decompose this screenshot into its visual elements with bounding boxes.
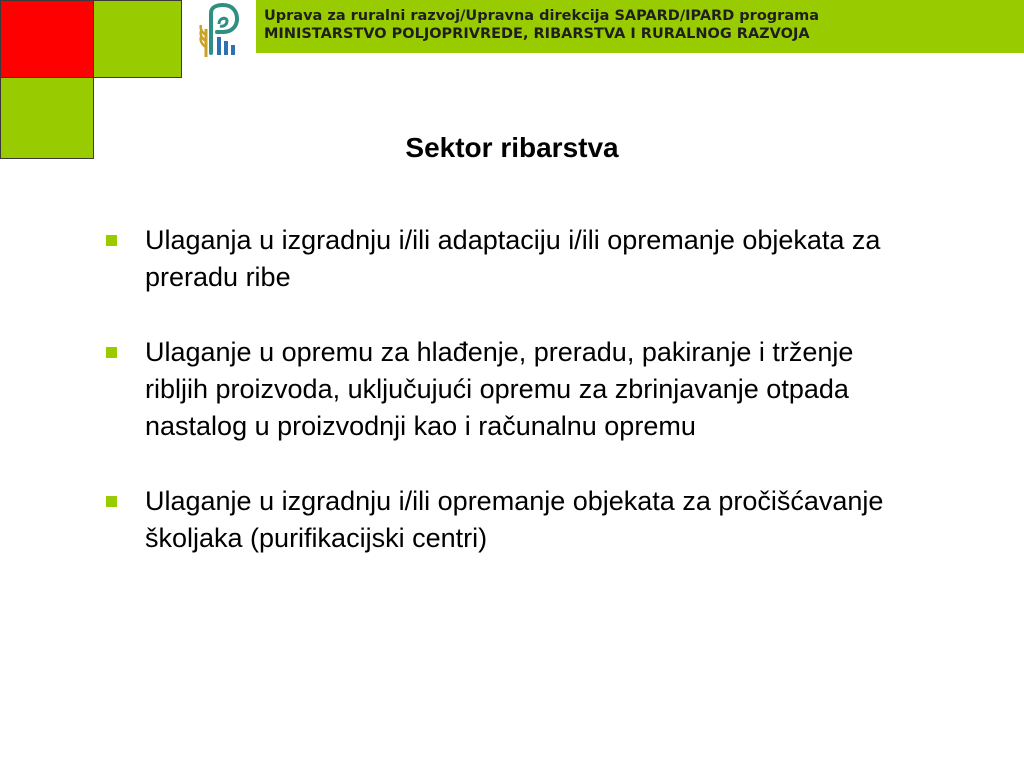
bullet-text: Ulaganje u izgradnju i/ili opremanje objekata za pročišćavanje školjaka (purifikacijski centri) <box>145 486 884 553</box>
bullet-text: Ulaganje u opremu za hlađenje, preradu, pakiranje i trženje ribljih proizvoda, uključujući opremu za zbrinjavanje otpada nastalog u proizvodnji kao i računalnu opremu <box>145 337 854 441</box>
header-line-ministry: MINISTARSTVO POLJOPRIVREDE, RIBARSTVA I RURALNOG RAZVOJA <box>264 26 810 42</box>
square-bullet-icon <box>106 496 117 507</box>
bullet-item <box>103 483 923 557</box>
bullet-list <box>103 222 923 557</box>
decorative-green-square-top <box>93 0 182 78</box>
bullet-item <box>103 222 923 296</box>
sapard-ipard-logo-icon <box>197 3 241 59</box>
decorative-red-square <box>0 0 94 78</box>
slide-title: Sektor ribarstva <box>405 132 619 163</box>
header-bar <box>256 0 1024 53</box>
header-line-agency: Uprava za ruralni razvoj/Upravna direkcija SAPARD/IPARD programa <box>264 8 820 24</box>
square-bullet-icon <box>106 235 117 246</box>
bullet-item <box>103 334 923 445</box>
bullet-text: Ulaganja u izgradnju i/ili adaptaciju i/ili opremanje objekata za preradu ribe <box>145 225 881 292</box>
square-bullet-icon <box>106 347 117 358</box>
